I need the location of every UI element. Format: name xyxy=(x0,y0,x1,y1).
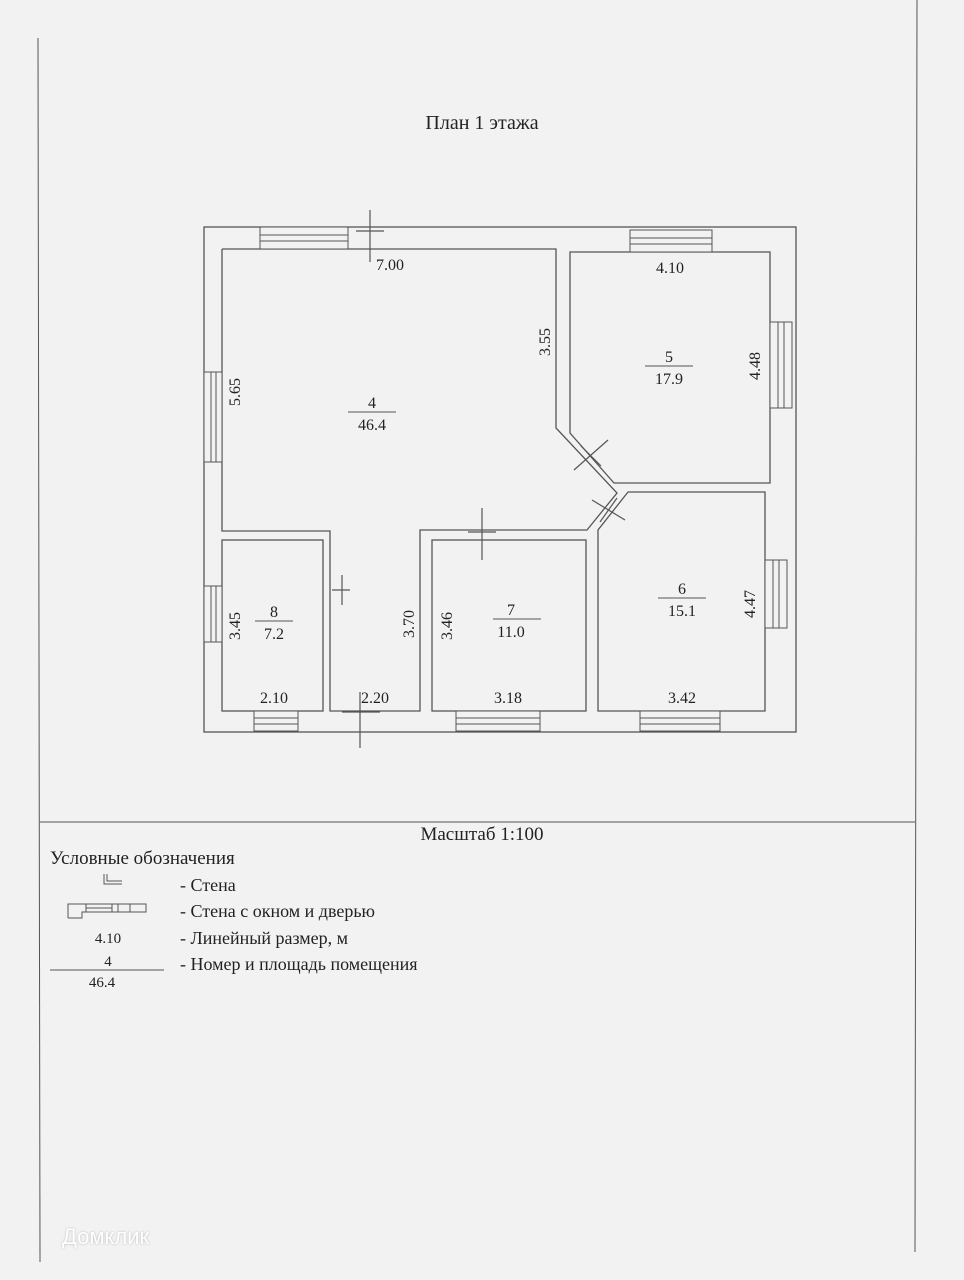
dim-room5-height: 4.48 xyxy=(747,352,764,380)
room-5-outline xyxy=(570,252,770,483)
window-top-right xyxy=(630,230,712,252)
dim-room6-height: 4.47 xyxy=(742,590,759,618)
dim-room7-width: 3.18 xyxy=(494,690,522,707)
wall-window-symbol xyxy=(68,904,146,918)
room-6-outline xyxy=(598,492,765,711)
legend-wall-label: - Стена xyxy=(180,875,236,895)
room-5-number: 5 xyxy=(665,349,673,366)
sheet-left-border xyxy=(38,38,40,1262)
room-6-number: 6 xyxy=(678,581,686,598)
watermark-logo: Домклик xyxy=(62,1224,150,1249)
dim-room5-width: 4.10 xyxy=(656,260,684,277)
legend-room-area-sample: 46.4 xyxy=(88,975,116,991)
dim-hall-width: 2.20 xyxy=(361,690,389,707)
room-7-area: 11.0 xyxy=(497,624,525,641)
room-8-area: 7.2 xyxy=(264,626,284,643)
legend-room-label: - Номер и площадь помещения xyxy=(180,954,418,974)
plan-title: План 1 этажа xyxy=(425,112,539,134)
dim-room4-height: 5.65 xyxy=(227,378,244,406)
window-bottom-7 xyxy=(456,711,540,731)
window-room-8 xyxy=(204,586,222,642)
dim-room7-height: 3.46 xyxy=(439,612,456,640)
legend-wall-window-label: - Стена с окном и дверью xyxy=(180,901,375,921)
doors xyxy=(332,210,625,748)
scale-label: Масштаб 1:100 xyxy=(420,824,544,845)
outer-wall-outer xyxy=(204,227,796,732)
legend-room-number-sample: 4 xyxy=(104,954,112,970)
window-bottom-8 xyxy=(254,711,298,731)
dim-room4-edge: 3.55 xyxy=(537,328,554,356)
windows xyxy=(204,227,792,731)
sheet-right-border xyxy=(915,0,917,1252)
room-4-area: 46.4 xyxy=(358,417,386,434)
legend-dimension-label: - Линейный размер, м xyxy=(180,928,349,948)
window-bottom-6 xyxy=(640,711,720,731)
window-right-upper xyxy=(770,322,792,408)
room-7-number: 7 xyxy=(507,602,515,619)
room-5-area: 17.9 xyxy=(655,371,683,388)
window-top-left xyxy=(260,227,348,249)
window-right-lower xyxy=(765,560,787,628)
window-left xyxy=(204,372,222,462)
dim-room8-width: 2.10 xyxy=(260,690,288,707)
walls xyxy=(204,227,796,732)
room-6-area: 15.1 xyxy=(668,603,696,620)
room-8-number: 8 xyxy=(270,604,278,621)
dim-room6-width: 3.42 xyxy=(668,690,696,707)
dim-hall-height: 3.70 xyxy=(401,610,418,638)
legend-title: Условные обозначения xyxy=(50,848,235,869)
legend-dimension-sample: 4.10 xyxy=(94,931,122,947)
room-4-number: 4 xyxy=(368,395,376,412)
dim-room8-height: 3.45 xyxy=(227,612,244,640)
dim-room4-width: 7.00 xyxy=(376,257,404,274)
